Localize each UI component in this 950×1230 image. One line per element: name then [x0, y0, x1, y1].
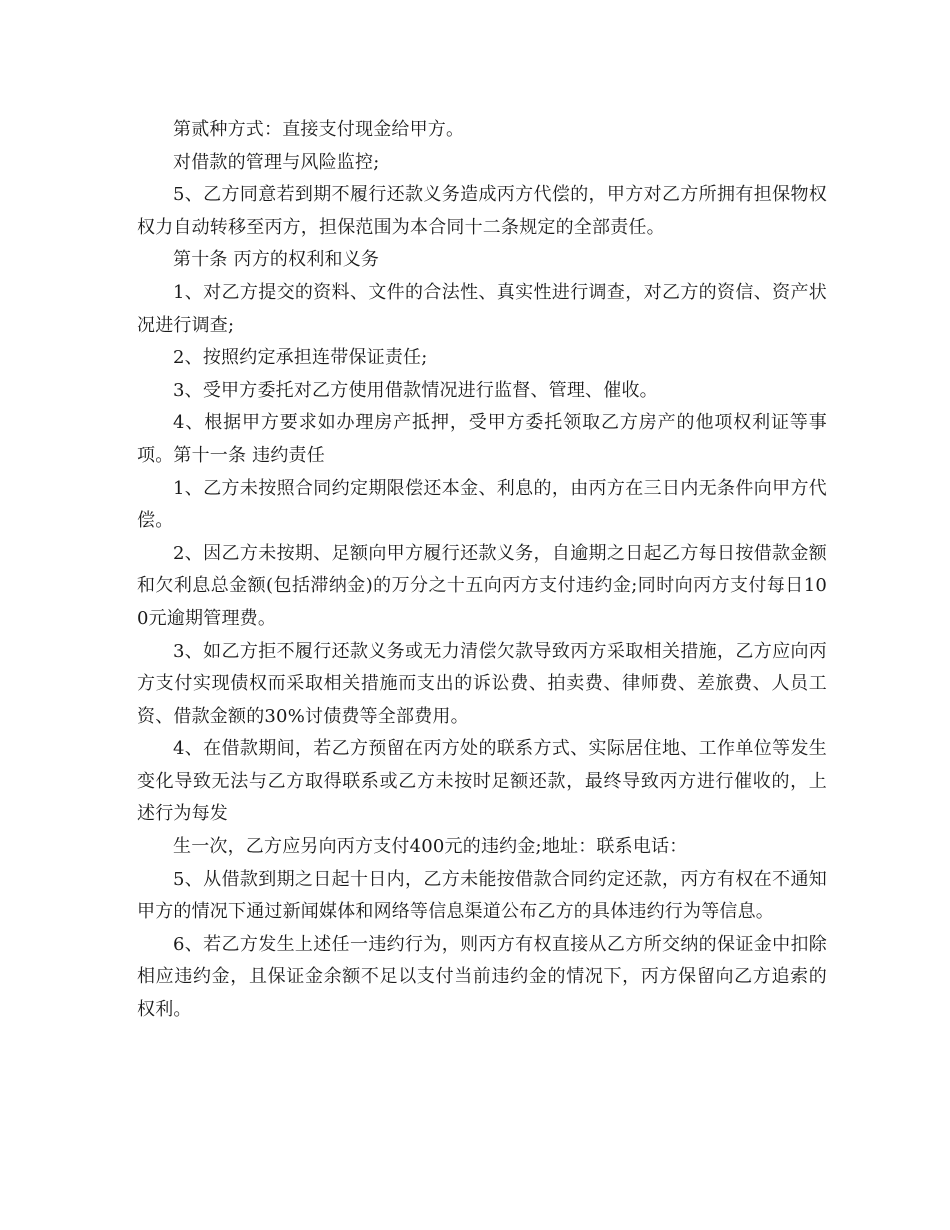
- paragraph-article-11-item-2: 2、因乙方未按期、足额向甲方履行还款义务，自逾期之日起乙方每日按借款金额和欠利息总金额(包括滞纳金)的万分之十五向丙方支付违约金;同时向丙方支付每日100元逾期管理费。: [137, 542, 827, 629]
- paragraph-article-11-item-4: 4、在借款期间，若乙方预留在丙方处的联系方式、实际居住地、工作单位等发生变化导致无法与乙方取得联系或乙方未按时足额还款，最终导致丙方进行催收的，上述行为每发: [137, 738, 827, 825]
- paragraph-article-10-item-2: 2、按照约定承担连带保证责任;: [173, 347, 428, 369]
- paragraph-article-11-item-5: 5、从借款到期之日起十日内，乙方未能按借款合同约定还款，丙方有权在不通知甲方的情况下通过新闻媒体和网络等信息渠道公布乙方的具体违约行为等信息。: [137, 868, 827, 923]
- paragraph-article-10-item-3: 3、受甲方委托对乙方使用借款情况进行监督、管理、催收。: [173, 379, 658, 401]
- paragraph-article-11-item-6: 6、若乙方发生上述任一违约行为，则丙方有权直接从乙方所交纳的保证金中扣除相应违约金，且保证金余额不足以支付当前违约金的情况下，丙方保留向乙方追索的权利。: [137, 933, 827, 1021]
- paragraph-article-11-item-1: 1、乙方未按照合同约定期限偿还本金、利息的，由丙方在三日内无条件向甲方代偿。: [137, 477, 827, 532]
- document-body: [137, 114, 827, 1027]
- paragraph-article-11-item-3: 3、如乙方拒不履行还款义务或无力清偿欠款导致丙方采取相关措施，乙方应向丙方支付实现债权而采取相关措施而支出的诉讼费、拍卖费、律师费、差旅费、人员工资、借款金额的30%讨债费等全部费用。: [137, 640, 827, 727]
- paragraph-clause-5-collateral: 5、乙方同意若到期不履行还款义务造成丙方代偿的，甲方对乙方所拥有担保物权权力自动转移至丙方，担保范围为本合同十二条规定的全部责任。: [137, 184, 827, 238]
- heading-article-10: 第十条 丙方的权利和义务: [173, 249, 380, 271]
- paragraph-article-10-item-1: 1、对乙方提交的资料、文件的合法性、真实性进行调查，对乙方的资信、资产状况进行调查;: [137, 281, 827, 336]
- paragraph-article-11-item-4-cont: 生一次，乙方应另向丙方支付400元的违约金;地址：联系电话：: [173, 836, 688, 858]
- paragraph-payment-method-2: 第贰种方式：直接支付现金给甲方。: [173, 119, 465, 140]
- paragraph-loan-risk-control: 对借款的管理与风险监控;: [173, 151, 380, 173]
- paragraph-article-10-item-4: 4、根据甲方要求如办理房产抵押，受甲方委托领取乙方房产的他项权利证等事项。第十一条 违约责任: [137, 412, 827, 466]
